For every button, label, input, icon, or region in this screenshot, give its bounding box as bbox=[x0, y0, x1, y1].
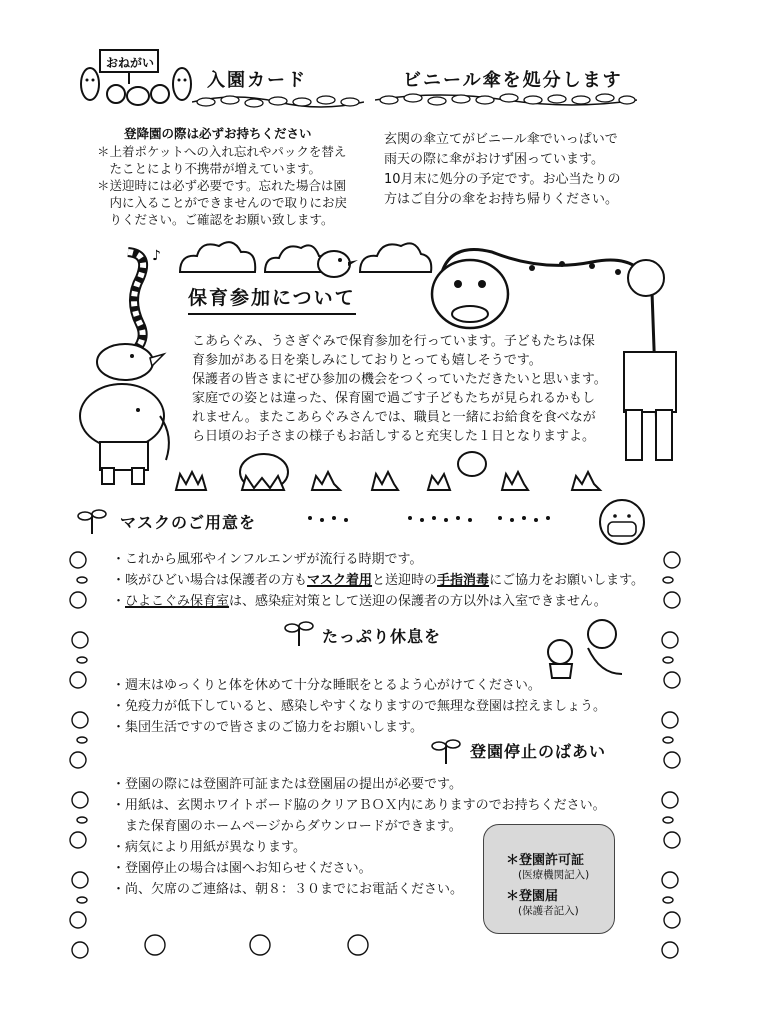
bird-illustration bbox=[310, 240, 360, 282]
hoiku-line: 家庭での姿とは違った、保育園で過ごす子どもたちが見られるかもし bbox=[192, 391, 596, 406]
mask-bullet-text: にご協力をお願いします。 bbox=[489, 573, 645, 588]
leaf-border-icon bbox=[375, 90, 637, 108]
grass-animals-illustration bbox=[172, 444, 612, 496]
stop-bullet: ・病気により用紙が異なります。 bbox=[112, 840, 306, 855]
mask-bullet bbox=[112, 591, 644, 612]
hoiku-line: 保護者の皆さまにぜひ参加の機会をつくっていただきたいと思います。 bbox=[192, 372, 607, 387]
stop-bullet: また保育園のホームページからダウンロードができます。 bbox=[112, 819, 462, 834]
mask-emphasis: マスク着用 bbox=[307, 573, 373, 588]
card-subtitle: 登降園の際は必ずお持ちください bbox=[124, 126, 312, 141]
mask-bullet-text: ・ bbox=[112, 594, 126, 609]
umbrella-text bbox=[384, 130, 621, 210]
stop-bullet: ・登園停止の場合は園へお知らせください。 bbox=[112, 861, 372, 876]
mask-emphasis: ひよこぐみ保育室 bbox=[125, 594, 230, 609]
svg-text:♪: ♪ bbox=[152, 248, 161, 264]
rest-bullet: ・免疫力が低下していると、感染しやすくなりますので無理な登園は控えましょう。 bbox=[112, 699, 607, 714]
hoiku-title: 保育参加について bbox=[188, 283, 356, 315]
card-note-line: りください。ご確認をお願い致します。 bbox=[97, 212, 334, 227]
snake-duck-illustration bbox=[80, 244, 175, 384]
rest-bullet: ・週末はゆっくりと体を休めて十分な睡眠をとるよう心がけてください。 bbox=[112, 678, 541, 693]
mask-bullet-text: ・咳がひどい場合は保護者の方も bbox=[112, 573, 308, 588]
card-notes bbox=[97, 143, 347, 228]
umbrella-line: 10月末に処分の予定です。お心当たりの bbox=[384, 172, 621, 187]
stop-title: 登園停止のばあい bbox=[470, 742, 607, 761]
mask-bullet bbox=[112, 570, 644, 591]
mask-bullet: ・これから風邪やインフルエンザが流行る時期です。 bbox=[112, 552, 423, 567]
stop-bullet: ・用紙は、玄関ホワイトボード脇のクリアＢＯＸ内にありますのでお持ちください。 bbox=[112, 798, 606, 813]
form-item-permit: ＊登園許可証 bbox=[506, 853, 585, 868]
stop-bullet: ・尚、欠席のご連絡は、朝８：３０までにお電話ください。 bbox=[112, 882, 464, 897]
umbrella-line: 玄関の傘立てがビニール傘でいっぱいで bbox=[384, 132, 618, 147]
umbrella-line: 方はご自分の傘をお持ち帰りください。 bbox=[384, 192, 619, 207]
umbrella-title: ビニール傘を処分します bbox=[403, 70, 623, 91]
mask-emphasis: 手指消毒 bbox=[437, 573, 490, 588]
parent-child-illustration bbox=[540, 614, 630, 682]
hoiku-line: 育参加がある日を楽しみにしておりとっても嬉しそうです。 bbox=[192, 353, 542, 368]
rest-bullets bbox=[112, 675, 606, 738]
mask-bullets bbox=[112, 549, 644, 612]
form-item-permit-note: (医療機関記入) bbox=[518, 869, 590, 881]
card-note-line: ＊上着ポケットへの入れ忘れやパックを替え bbox=[97, 144, 347, 159]
rest-bullet: ・集団生活ですので皆さまのご協力をお願いします。 bbox=[112, 720, 423, 735]
card-note-line: 内に入ることができませんので取りにお戻 bbox=[97, 195, 348, 210]
mask-bullet-text: は、感染症対策として送迎の保護者の方以外は入室できません。 bbox=[229, 594, 607, 609]
elephant-illustration bbox=[70, 376, 180, 488]
stop-bullet: ・登園の際には登園許可証または登園届の提出が必要です。 bbox=[112, 777, 462, 792]
card-note-line: たことにより不携帯が増えています。 bbox=[97, 161, 322, 176]
form-item-notice: ＊登園届 bbox=[506, 889, 559, 904]
hoiku-line: こあらぐみ、うさぎぐみで保育参加を行っています。子どもたちは保 bbox=[192, 334, 595, 349]
hoiku-line: れません。またこあらぐみさんでは、職員と一緒にお給食を食べなが bbox=[192, 410, 596, 425]
mask-bullet-text: と送迎時の bbox=[372, 573, 438, 588]
umbrella-line: 雨天の際に傘がおけず困っています。 bbox=[384, 152, 604, 167]
onegai-sign bbox=[76, 44, 196, 110]
card-note-line: ＊送迎時には必ず必要です。忘れた場合は園 bbox=[97, 178, 347, 193]
sprout-icon bbox=[430, 736, 462, 766]
hoiku-text bbox=[192, 332, 607, 446]
clouds-illustration bbox=[175, 234, 435, 276]
sprout-icon bbox=[283, 618, 315, 648]
leaf-border-icon bbox=[192, 92, 364, 110]
form-type-box bbox=[483, 824, 615, 934]
form-item-notice-note: (保護者記入) bbox=[518, 905, 579, 917]
card-title: 入園カード bbox=[207, 70, 307, 91]
mask-title: マスクのご用意を bbox=[120, 513, 257, 532]
rest-title: たっぷり休息を bbox=[322, 627, 442, 646]
onegai-label: おねがい bbox=[105, 56, 154, 70]
sprout-icon bbox=[76, 506, 108, 536]
hoiku-line: ら日頃のお子さまの様子もお話しすると充実した１日となりますよ。 bbox=[192, 429, 596, 444]
